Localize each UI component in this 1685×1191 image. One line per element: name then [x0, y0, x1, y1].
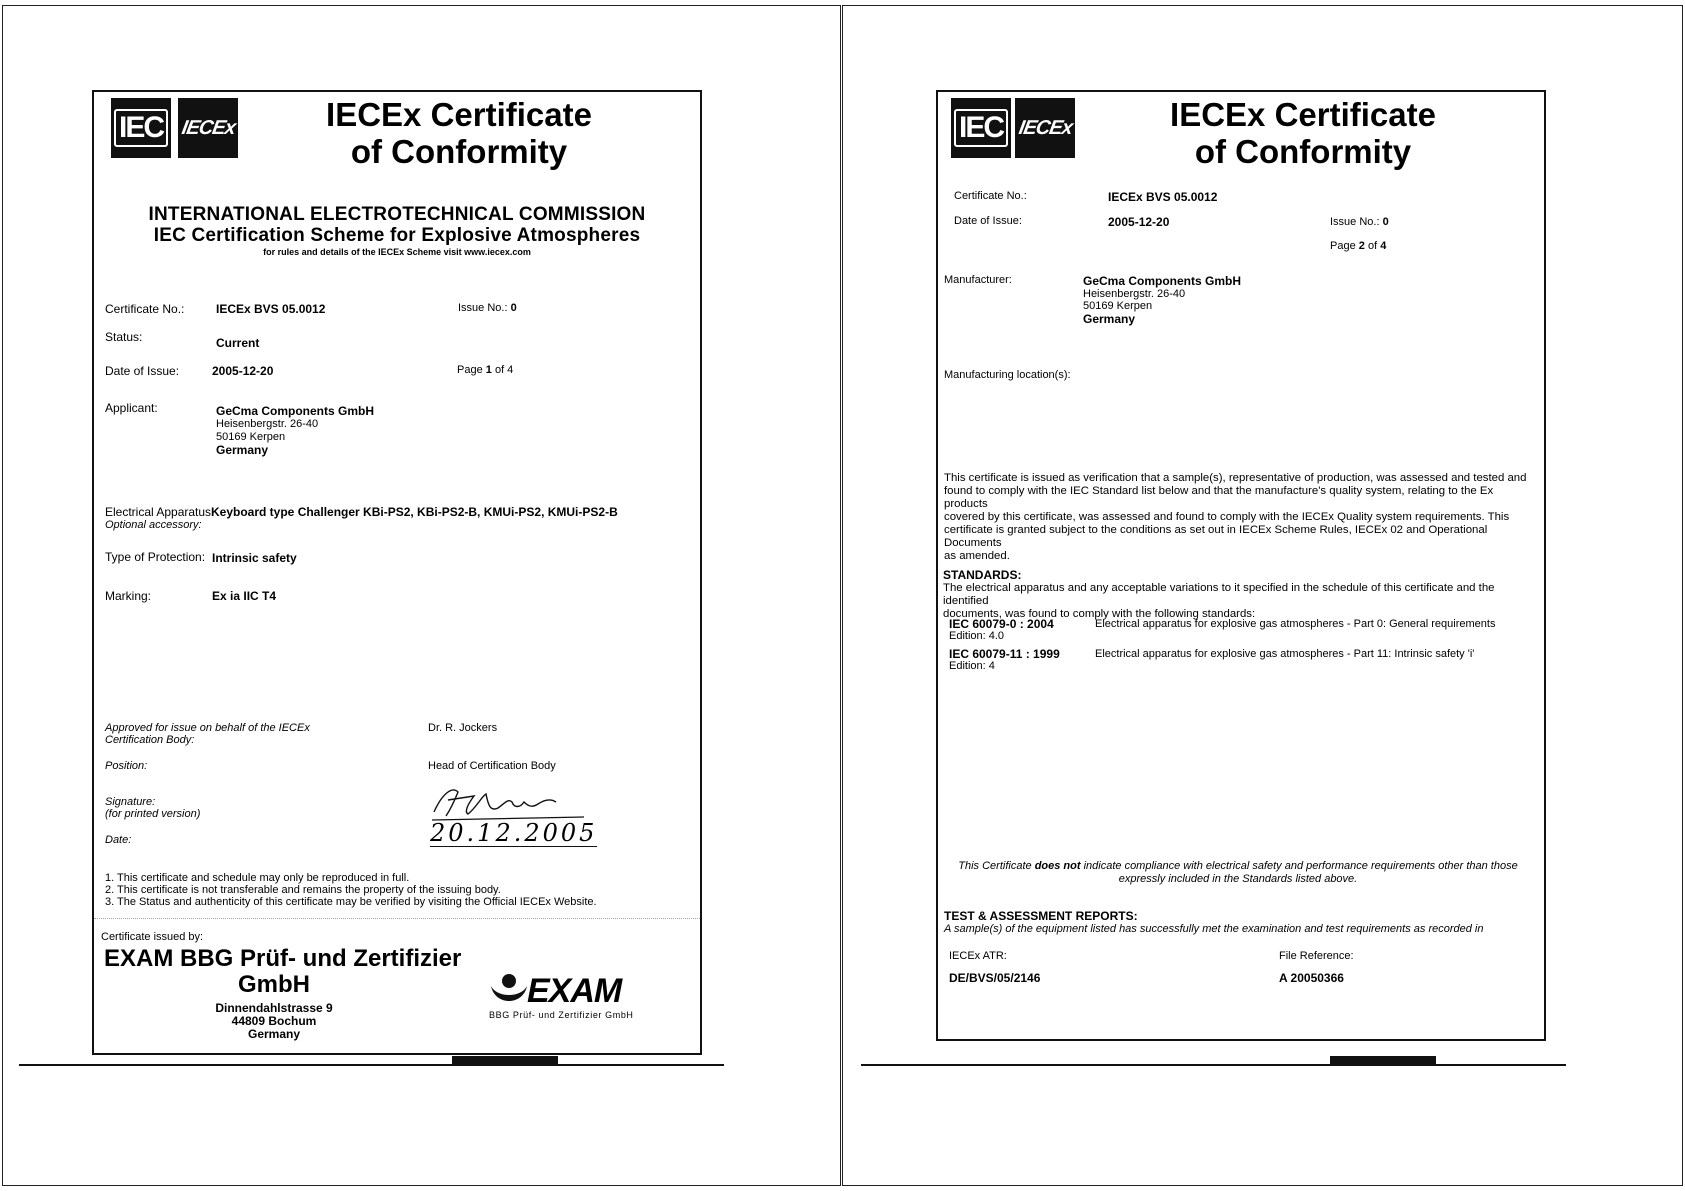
- standard-title: Electrical apparatus for explosive gas atmospheres - Part 11: Intrinsic safety 'i': [1095, 648, 1475, 660]
- manufacturer-address: GeCma Components GmbH Heisenbergstr. 26-40 50169 Kerpen Germany: [1083, 274, 1242, 326]
- scheme-heading: IEC Certification Scheme for Explosive Atmospheres: [153, 225, 641, 246]
- page-title: IECEx Certificate of Conformity: [1170, 96, 1436, 170]
- issue-no: Issue No.: 0: [1330, 216, 1389, 228]
- iecex-logo: IECEx: [178, 98, 238, 158]
- approver-name: Dr. R. Jockers: [428, 722, 498, 734]
- protection-value: Intrinsic safety: [212, 551, 297, 565]
- page-number: Page 2 of 4: [1330, 240, 1387, 252]
- file-reference-value: A 20050366: [1279, 971, 1344, 985]
- standard-item: IEC 60079-11 : 1999 Edition: 4: [949, 647, 1060, 672]
- handwritten-signature: [428, 782, 588, 824]
- footer-rule: [861, 1064, 1566, 1066]
- signature-label: Signature: (for printed version): [105, 796, 201, 820]
- certificate-frame: [936, 90, 1546, 1041]
- certificate-page-2: [842, 5, 1683, 1186]
- issued-by-label: Certificate issued by:: [101, 931, 204, 943]
- certificate-no: IECEx BVS 05.0012: [1108, 190, 1218, 204]
- date-of-issue-label: Date of Issue:: [105, 364, 180, 378]
- date-label: Date:: [105, 834, 132, 846]
- certificate-frame: [92, 90, 702, 1055]
- footer-rule: [19, 1064, 724, 1066]
- handwritten-date: 20.12.2005: [430, 819, 598, 847]
- applicant-address: GeCma Components GmbH Heisenbergstr. 26-40 50169 Kerpen Germany: [216, 404, 375, 457]
- footer-marker: [452, 1056, 558, 1066]
- manufacturing-location-label: Manufacturing location(s):: [944, 369, 1071, 381]
- position-label: Position:: [105, 760, 148, 772]
- exam-logo: EXAM BBG Prüf- und Zertifizier GmbH: [489, 972, 634, 1020]
- disclaimer: This Certificate does not indicate compliance with electrical safety and performance requirements other than those expressly included in the Standards listed above.: [958, 860, 1518, 885]
- issue-no: Issue No.: 0: [458, 302, 517, 314]
- atr-value: DE/BVS/05/2146: [949, 971, 1041, 985]
- issuer-name: EXAM BBG Prüf- und Zertifizier GmbH: [104, 945, 462, 998]
- certificate-notes: 1. This certificate and schedule may only be reproduced in full. 2. This certificate is not transferable and remains the property of the issuing body. 3. The Status and authenticity of this certificate may be verified by visiting the Official IECEx Website.: [105, 872, 597, 908]
- certificate-page-1: [2, 5, 841, 1186]
- standards-heading: STANDARDS:: [943, 568, 1022, 582]
- manufacturer-label: Manufacturer:: [944, 274, 1012, 286]
- page-number: Page 1 of 4: [457, 364, 514, 376]
- applicant-label: Applicant:: [105, 401, 158, 415]
- optional-accessory-label: Optional accessory:: [105, 519, 202, 531]
- verification-text: This certificate is issued as verification that a sample(s), representative of production, was assessed and tested and found to comply with the IEC Standard list below and that the manufacture's quality system, relating to the Ex products covered by this certificate, was assessed and found to comply with the IECEx Quality system requirements. This certificate is granted subject to the conditions as set out in IECEx Scheme Rules, IECEx 02 and Operational Documents as amended.: [944, 472, 1527, 562]
- iec-logo: IEC: [111, 98, 171, 158]
- footer-marker: [1330, 1056, 1436, 1066]
- certificate-no: IECEx BVS 05.0012: [216, 302, 326, 316]
- iecex-logo: IECEx: [1015, 98, 1075, 158]
- file-reference-label: File Reference:: [1279, 950, 1354, 962]
- marking-value: Ex ia IIC T4: [212, 589, 277, 603]
- position-value: Head of Certification Body: [428, 760, 556, 772]
- page-title: IECEx Certificate of Conformity: [326, 96, 592, 170]
- date-of-issue: 2005-12-20: [1108, 215, 1170, 229]
- reports-intro: A sample(s) of the equipment listed has successfully met the examination and test requirements as recorded in: [944, 923, 1484, 935]
- apparatus-value: Keyboard type Challenger KBi-PS2, KBi-PS2-B, KMUi-PS2, KMUi-PS2-B: [211, 505, 618, 519]
- protection-label: Type of Protection:: [105, 550, 206, 564]
- exam-emblem-icon: [489, 972, 529, 1008]
- marking-label: Marking:: [105, 589, 152, 603]
- reports-heading: TEST & ASSESSMENT REPORTS:: [944, 909, 1138, 923]
- approved-label: Approved for issue on behalf of the IECEx Certification Body:: [105, 722, 310, 746]
- certificate-no-label: Certificate No.:: [954, 190, 1027, 202]
- certificate-no-label: Certificate No.:: [105, 302, 185, 316]
- iec-logo: IEC: [951, 98, 1011, 158]
- commission-heading: INTERNATIONAL ELECTROTECHNICAL COMMISSION: [148, 204, 646, 225]
- date-of-issue: 2005-12-20: [212, 364, 274, 378]
- date-of-issue-label: Date of Issue:: [954, 215, 1022, 227]
- rules-note: for rules and details of the IECEx Scheme visit www.iecex.com: [263, 247, 531, 257]
- issuer-address: Dinnendahlstrasse 9 44809 Bochum Germany: [215, 1001, 333, 1041]
- status-label: Status:: [105, 330, 143, 344]
- standards-intro: The electrical apparatus and any acceptable variations to it specified in the schedule of this certificate and the identified documents, was found to comply with the following standards:: [943, 582, 1495, 620]
- status-value: Current: [216, 336, 260, 350]
- standard-title: Electrical apparatus for explosive gas atmospheres - Part 0: General requirements: [1095, 618, 1496, 630]
- apparatus-label: Electrical Apparatus:: [105, 505, 215, 519]
- standard-item: IEC 60079-0 : 2004 Edition: 4.0: [949, 617, 1054, 642]
- atr-label: IECEx ATR:: [949, 950, 1007, 962]
- divider: [94, 918, 700, 919]
